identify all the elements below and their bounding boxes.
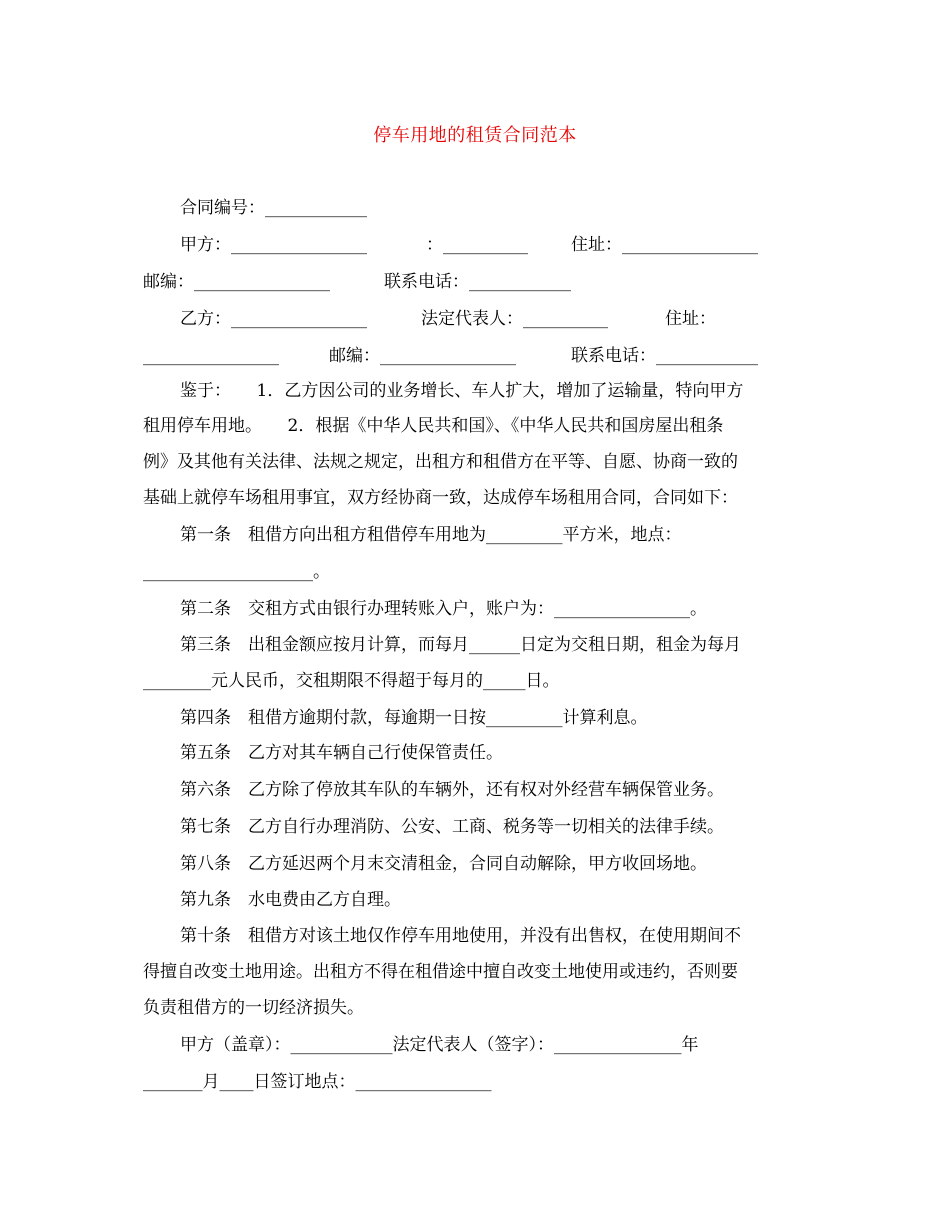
party-b-line [180, 306, 807, 332]
party-b-phone-field: 联系电话：____________ [571, 346, 758, 366]
preamble-line-3: 例》及其他有关法律、法规之规定，出租方和租借方在平等、自愿、协商一致的 [143, 452, 738, 472]
article-5: 第五条 乙方对其车辆自己行使保管责任。 [180, 743, 503, 763]
article-4: 第四条 租借方逾期付款，每逾期一日按_________计算利息。 [180, 708, 648, 728]
party-a-contact-line [143, 269, 807, 295]
party-b-name-field: 乙方：________________ [180, 309, 367, 329]
party-b-postcode-field: 邮编：________________ [329, 346, 516, 366]
party-a-postcode-field: 邮编：________________ [143, 272, 330, 292]
article-7: 第七条 乙方自行办理消防、公安、工商、税务等一切相关的法律手续。 [180, 817, 724, 837]
preamble-line-1: 鉴于： 1．乙方因公司的业务增长、车人扩大，增加了运输量，特向甲方 [180, 381, 744, 401]
party-b-address-field: ________________ [143, 346, 279, 366]
article-1-line-1: 第一条 租借方向出租方租借停车用地为_________平方米，地点： [180, 525, 682, 545]
party-a-line [180, 232, 807, 258]
article-8: 第八条 乙方延迟两个月末交清租金，合同自动解除，甲方收回场地。 [180, 854, 707, 874]
party-a-blank-field: ：__________ [426, 235, 528, 255]
signature-line-1: 甲方（盖章）：____________法定代表人（签字）：_______________年 [180, 1035, 699, 1055]
preamble-line-2: 租用停车用地。 2．根据《中华人民共和国》、《中华人民共和国房屋出租条 [143, 416, 724, 436]
document-title: 停车用地的租赁合同范本 [373, 125, 577, 146]
party-a-name-field: 甲方：________________ [180, 235, 367, 255]
article-10-line-2: 得擅自改变土地用途。出租方不得在租借途中擅自改变土地使用或违约，否则要 [143, 962, 738, 982]
party-b-address-label: 住址： [665, 309, 716, 329]
article-6: 第六条 乙方除了停放其车队的车辆外，还有权对外经营车辆保管业务。 [180, 780, 724, 800]
party-b-legal-rep-field: 法定代表人：__________ [421, 309, 608, 329]
party-a-address-field: 住址：________________ [571, 235, 758, 255]
article-1-line-2: ____________________。 [143, 562, 330, 582]
preamble-line-4: 基础上就停车场租用事宜，双方经协商一致，达成停车场租用合同，合同如下： [143, 488, 738, 508]
party-a-phone-field: 联系电话：____________ [384, 272, 571, 292]
contract-number-field: 合同编号：____________ [180, 198, 367, 218]
contract-number-line [180, 195, 807, 221]
article-9: 第九条 水电费由乙方自理。 [180, 890, 401, 910]
article-10-line-3: 负责租借方的一切经济损失。 [143, 998, 364, 1018]
article-3-line-2: ________元人民币，交租期限不得超于每月的_____日。 [143, 671, 560, 691]
article-3-line-1: 第三条 出租金额应按月计算，而每月______日定为交租日期，租金为每月 [180, 635, 741, 655]
article-2: 第二条 交租方式由银行办理转账入户，账户为：________________。 [180, 599, 707, 619]
party-b-contact-line [143, 343, 807, 369]
article-10-line-1: 第十条 租借方对该土地仅作停车用地使用，并没有出售权，在使用期间不 [180, 926, 741, 946]
signature-line-2: _______月____日签订地点：________________ [143, 1072, 492, 1092]
